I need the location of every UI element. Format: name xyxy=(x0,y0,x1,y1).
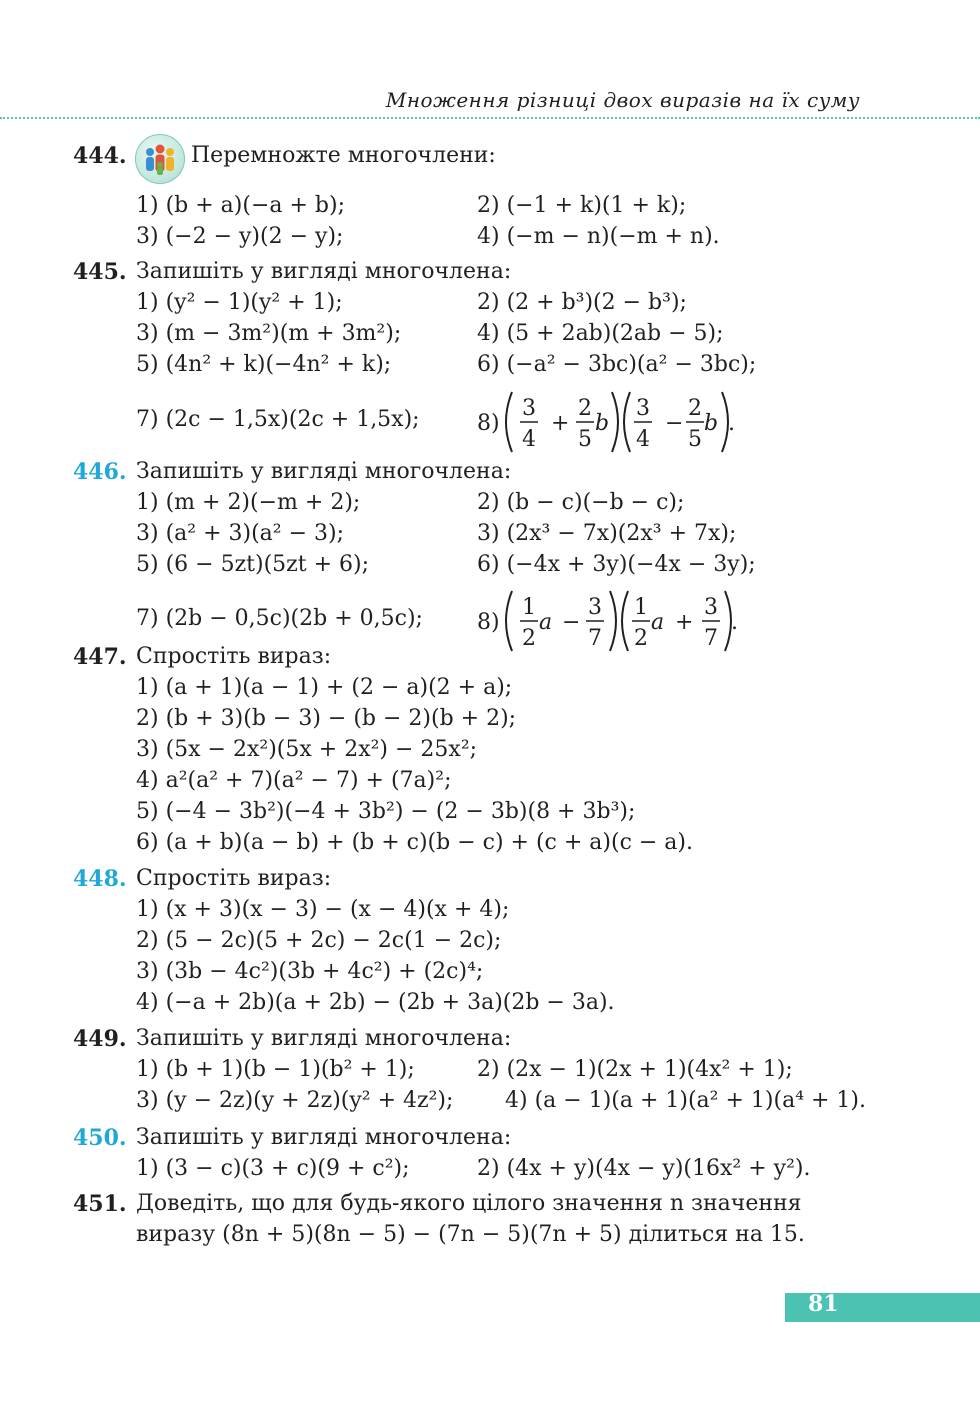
running-header: Множення різниці двох виразів на їх суму xyxy=(385,88,860,112)
expression: 2) (2 + b³)(2 − b³); xyxy=(477,290,687,315)
variable: a xyxy=(651,610,665,635)
fraction-denominator: 2 xyxy=(522,626,536,651)
operator: + xyxy=(551,411,570,436)
expression: 1) (a + 1)(a − 1) + (2 − a)(2 + a); xyxy=(136,675,513,700)
exercise-instruction: Запишіть у вигляді многочлена: xyxy=(136,259,512,284)
expression: 2) (5 − 2c)(5 + 2c) − 2c(1 − 2c); xyxy=(136,928,502,953)
exercise-text: виразу (8n + 5)(8n − 5) − (7n − 5)(7n + 5) ділиться на 15. xyxy=(136,1222,805,1247)
expression: 6) (a + b)(a − b) + (b + c)(b − c) + (c + a)(c − a). xyxy=(136,830,694,855)
exercise-number: 450. xyxy=(73,1125,127,1151)
exercise-text: Доведіть, що для будь-якого цілого значення n значення xyxy=(136,1191,802,1216)
exercise-instruction: Спростіть вираз: xyxy=(136,644,332,669)
variable: b xyxy=(595,411,610,436)
fraction-numerator: 1 xyxy=(522,595,536,620)
fraction-numerator: 2 xyxy=(578,396,592,421)
fraction-numerator: 3 xyxy=(522,396,536,421)
fraction-denominator: 7 xyxy=(588,626,602,651)
expression: 2) (b − c)(−b − c); xyxy=(477,490,685,515)
expression: 3) (2x³ − 7x)(2x³ + 7x); xyxy=(477,521,737,546)
fraction-numerator: 3 xyxy=(588,595,602,620)
exercise-instruction: Спростіть вираз: xyxy=(136,866,332,891)
expression: 1) (b + 1)(b − 1)(b² + 1); xyxy=(136,1057,415,1082)
item-label: 8) xyxy=(477,411,500,436)
fraction-numerator: 3 xyxy=(636,396,650,421)
exercise-number: 446. xyxy=(73,459,127,485)
expression: 7) (2b − 0,5c)(2b + 0,5c); xyxy=(136,606,423,631)
expression: 7) (2c − 1,5x)(2c + 1,5x); xyxy=(136,407,420,432)
operator: − xyxy=(665,411,684,436)
fraction-numerator: 2 xyxy=(688,396,702,421)
fraction-numerator: 3 xyxy=(704,595,718,620)
expression: 4) (a − 1)(a + 1)(a² + 1)(a⁴ + 1). xyxy=(505,1088,867,1113)
expression: 2) (b + 3)(b − 3) − (b − 2)(b + 2); xyxy=(136,706,517,731)
fraction-denominator: 5 xyxy=(578,427,592,452)
header-divider xyxy=(0,117,980,119)
expression: 1) (y² − 1)(y² + 1); xyxy=(136,290,343,315)
exercise-number: 451. xyxy=(73,1191,127,1217)
fraction-expression-446-8 xyxy=(470,587,770,655)
exercise-instruction: Запишіть у вигляді многочлена: xyxy=(136,1026,512,1051)
exercise-number: 448. xyxy=(73,866,127,892)
operator: + xyxy=(675,610,694,635)
expression: 1) (m + 2)(−m + 2); xyxy=(136,490,361,515)
expression: 5) (−4 − 3b²)(−4 + 3b²) − (2 − 3b)(8 + 3b³); xyxy=(136,799,636,824)
exercise-instruction: Запишіть у вигляді многочлена: xyxy=(136,459,512,484)
expression: 5) (4n² + k)(−4n² + k); xyxy=(136,352,392,377)
variable: b xyxy=(704,411,719,436)
fraction-numerator: 1 xyxy=(634,595,648,620)
punctuation: . xyxy=(731,610,738,635)
expression: 3) (m − 3m²)(m + 3m²); xyxy=(136,321,402,346)
expression: 2) (−1 + k)(1 + k); xyxy=(477,193,687,218)
expression: 6) (−a² − 3bc)(a² − 3bc); xyxy=(477,352,757,377)
expression: 1) (x + 3)(x − 3) − (x − 4)(x + 4); xyxy=(136,897,510,922)
operator: − xyxy=(562,610,581,635)
expression: 4) a²(a² + 7)(a² − 7) + (7a)²; xyxy=(136,768,452,793)
expression: 2) (2x − 1)(2x + 1)(4x² + 1); xyxy=(477,1057,793,1082)
fraction-denominator: 5 xyxy=(688,427,702,452)
expression: 3) (−2 − y)(2 − y); xyxy=(136,224,344,249)
page-number: 81 xyxy=(808,1291,839,1317)
expression: 4) (−m − n)(−m + n). xyxy=(477,224,720,249)
expression: 6) (−4x + 3y)(−4x − 3y); xyxy=(477,552,756,577)
variable: a xyxy=(539,610,553,635)
expression: 5) (6 − 5zt)(5zt + 6); xyxy=(136,552,370,577)
exercise-instruction: Запишіть у вигляді многочлена: xyxy=(136,1125,512,1150)
expression: 3) (y − 2z)(y + 2z)(y² + 4z²); xyxy=(136,1088,454,1113)
expression: 1) (3 − c)(3 + c)(9 + c²); xyxy=(136,1156,410,1181)
fraction-expression-445-8 xyxy=(470,388,770,456)
expression: 4) (5 + 2ab)(2ab − 5); xyxy=(477,321,724,346)
expression: 2) (4x + y)(4x − y)(16x² + y²). xyxy=(477,1156,811,1181)
fraction-denominator: 4 xyxy=(636,427,650,452)
expression: 3) (5x − 2x²)(5x + 2x²) − 25x²; xyxy=(136,737,478,762)
item-label: 8) xyxy=(477,610,500,635)
exercise-instruction: Перемножте многочлени: xyxy=(191,143,496,168)
fraction-denominator: 4 xyxy=(522,427,536,452)
fraction-denominator: 2 xyxy=(634,626,648,651)
expression: 1) (b + a)(−a + b); xyxy=(136,193,345,218)
punctuation: . xyxy=(728,411,735,436)
expression: 3) (3b − 4c²)(3b + 4c²) + (2c)⁴; xyxy=(136,959,484,984)
exercise-number: 449. xyxy=(73,1026,127,1052)
expression: 4) (−a + 2b)(a + 2b) − (2b + 3a)(2b − 3a). xyxy=(136,990,615,1015)
exercise-number: 445. xyxy=(73,259,127,285)
exercise-number: 444. xyxy=(73,143,127,169)
expression: 3) (a² + 3)(a² − 3); xyxy=(136,521,345,546)
fraction-denominator: 7 xyxy=(704,626,718,651)
group-work-icon xyxy=(135,134,185,184)
exercise-number: 447. xyxy=(73,644,127,670)
